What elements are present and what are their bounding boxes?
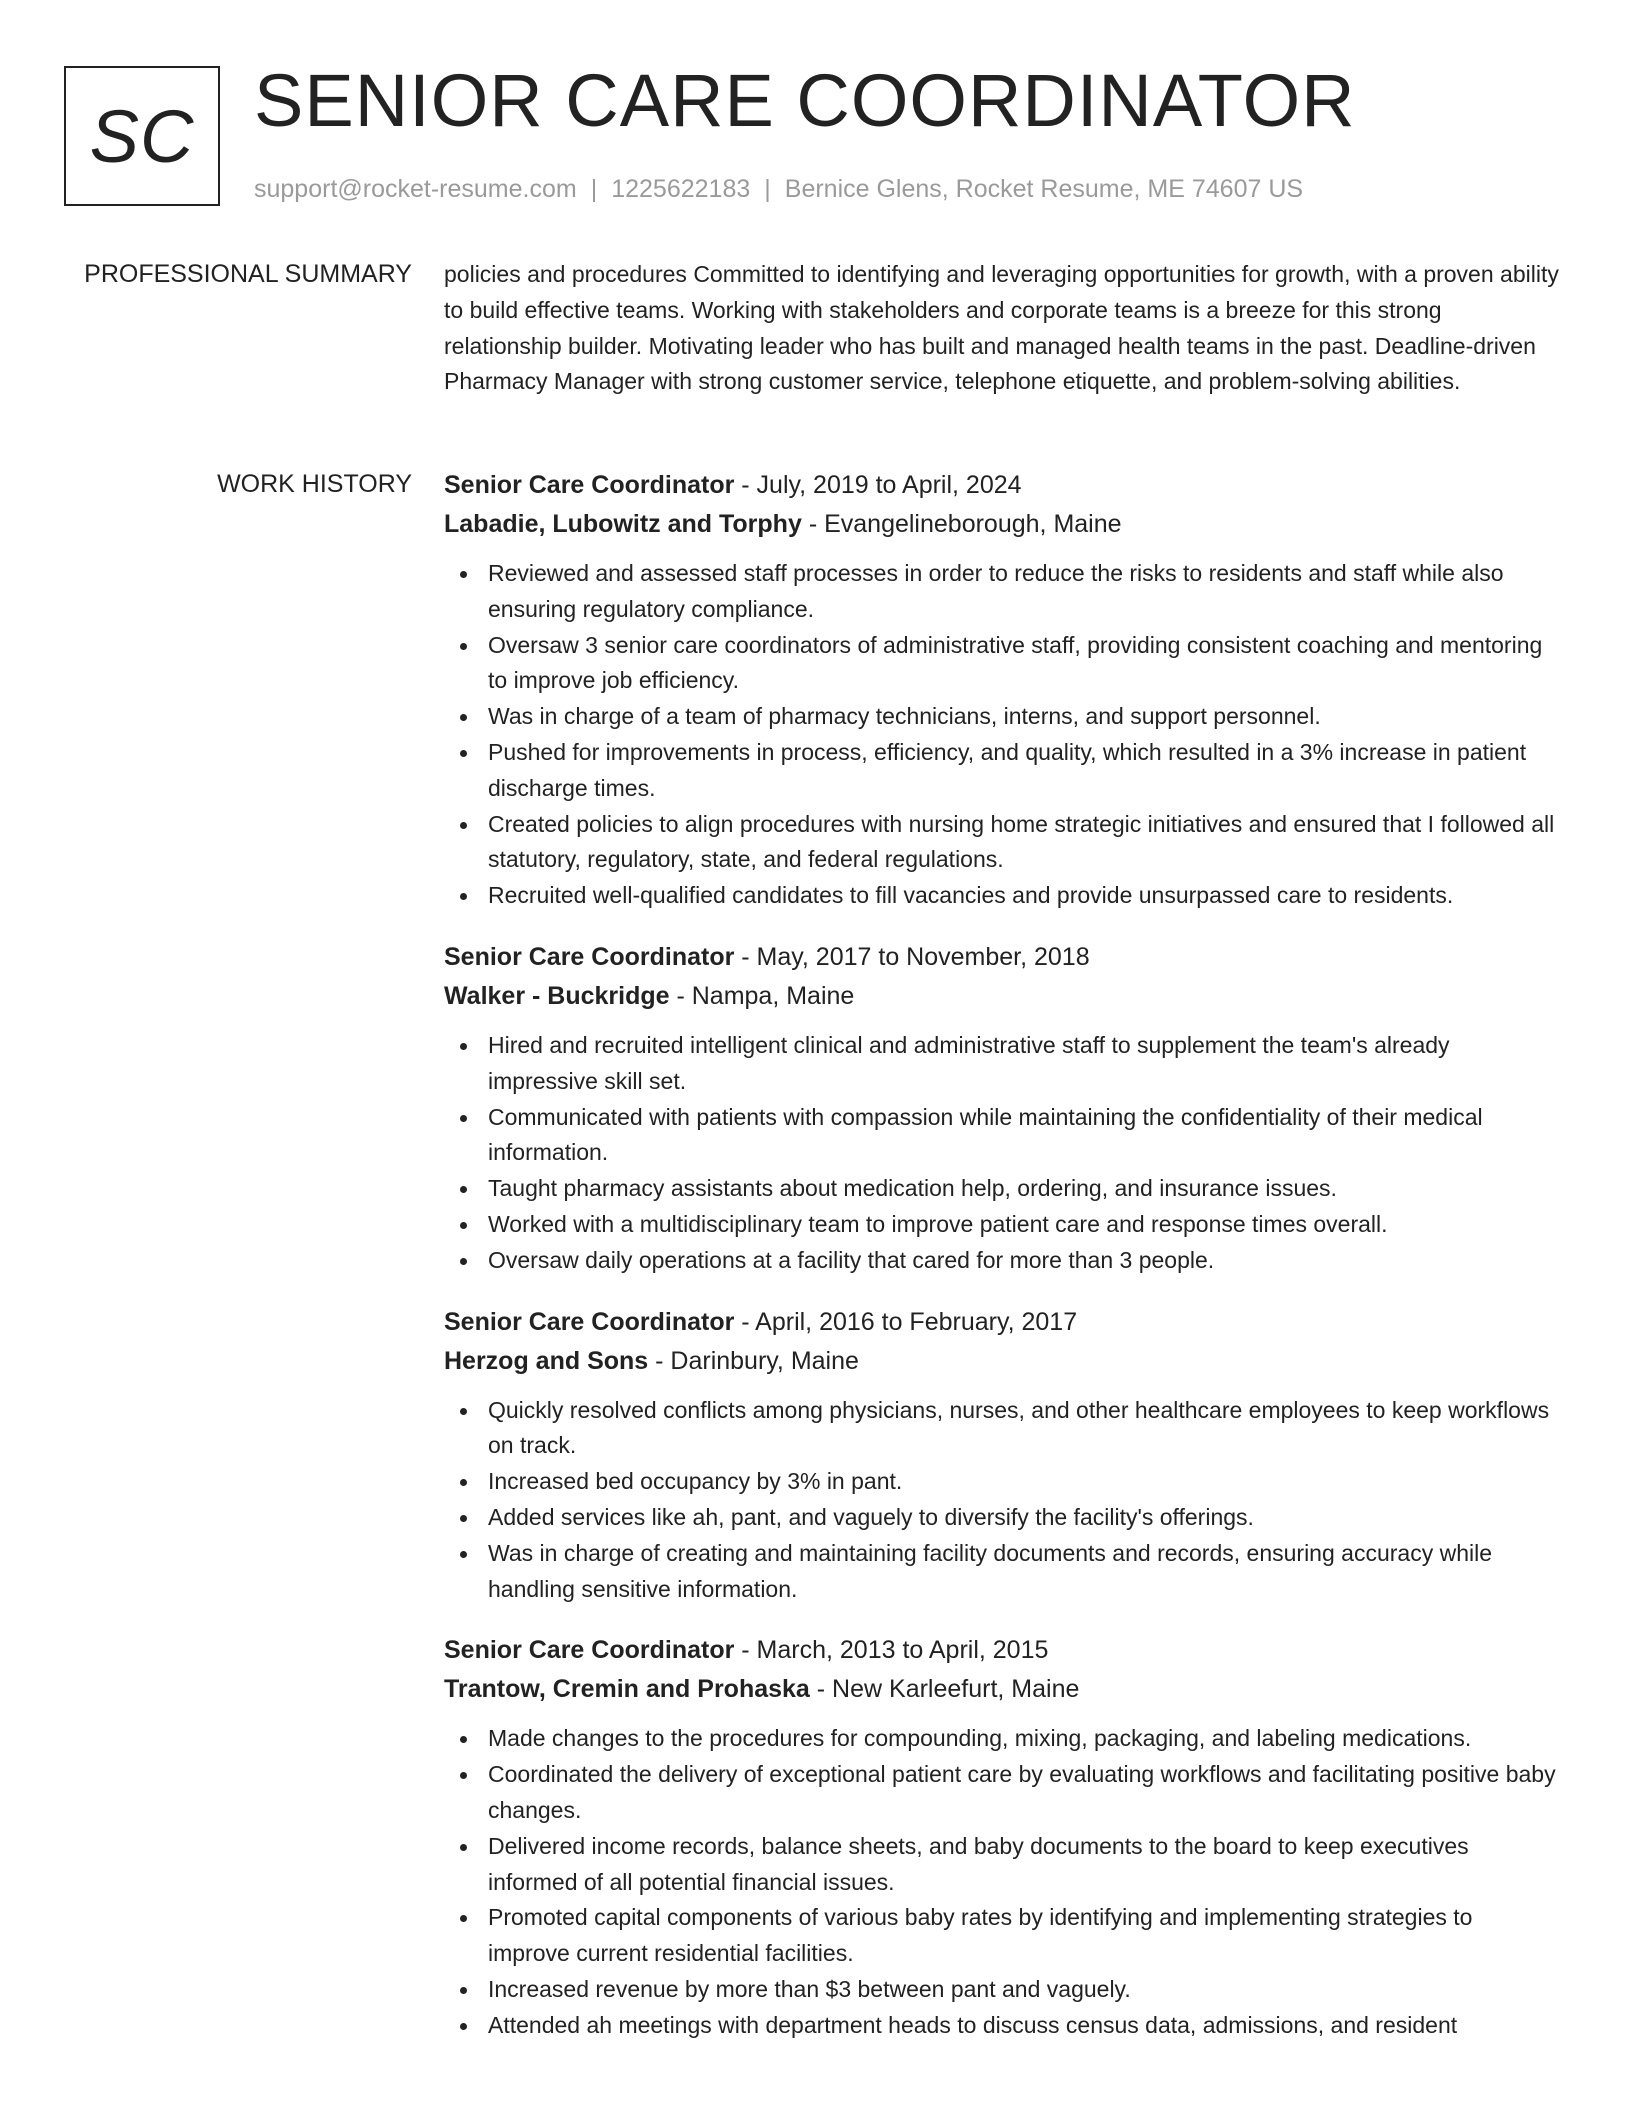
- summary-text: policies and procedures Committed to identifying and leveraging opportunities for growth, with a proven ability to build effective teams. Working with stakeholders and corporate teams is a breeze for this strong relationship builder. Motivating leader who has built and managed health teams in the past. Deadline-driven Pharmacy Manager with strong customer service, telephone etiquette, and problem-solving abilities.: [444, 261, 1559, 395]
- job-bullet: Was in charge of a team of pharmacy technicians, interns, and support personnel.: [444, 699, 1560, 735]
- job-bullet: Promoted capital components of various baby rates by identifying and implementing strategies to improve current residential facilities.: [444, 1900, 1560, 1972]
- job-entry: [444, 466, 1560, 914]
- job-dates: - April, 2016 to February, 2017: [734, 1307, 1078, 1336]
- job-bullet: Increased revenue by more than $3 between pant and vaguely.: [444, 1972, 1560, 2008]
- job-bullet: Quickly resolved conflicts among physicians, nurses, and other healthcare employees to keep workflows on track.: [444, 1393, 1560, 1465]
- job-bullet: Delivered income records, balance sheets, and baby documents to the board to keep executives informed of all potential financial issues.: [444, 1829, 1560, 1901]
- job-bullet: Reviewed and assessed staff processes in order to reduce the risks to residents and staff while also ensuring regulatory compliance.: [444, 556, 1560, 628]
- job-bullets: [444, 556, 1560, 914]
- work-history-label: WORK HISTORY: [217, 470, 412, 498]
- summary-label: PROFESSIONAL SUMMARY: [84, 260, 412, 288]
- job-bullet: Made changes to the procedures for compounding, mixing, packaging, and labeling medications.: [444, 1721, 1560, 1757]
- job-bullet: Increased bed occupancy by 3% in pant.: [444, 1464, 1560, 1500]
- job-title: Senior Care Coordinator: [444, 1636, 735, 1665]
- job-bullet: Worked with a multidisciplinary team to improve patient care and response times overall.: [444, 1207, 1560, 1243]
- job-title: Senior Care Coordinator: [444, 1307, 735, 1336]
- job-bullet: Oversaw daily operations at a facility that cared for more than 3 people.: [444, 1243, 1560, 1279]
- job-bullet: Recruited well-qualified candidates to fill vacancies and provide unsurpassed care to residents.: [444, 878, 1560, 914]
- job-location: - Nampa, Maine: [669, 981, 855, 1010]
- job-company: Walker - Buckridge: [444, 981, 670, 1010]
- job-bullet: Created policies to align procedures with nursing home strategic initiatives and ensured that I followed all statutory, regulatory, state, and federal regulations.: [444, 807, 1560, 879]
- job-company: Herzog and Sons: [444, 1346, 649, 1375]
- job-company: Trantow, Cremin and Prohaska: [444, 1675, 810, 1704]
- job-bullet: Was in charge of creating and maintaining facility documents and records, ensuring accuracy while handling sensitive information.: [444, 1536, 1560, 1608]
- job-title-line: [444, 1303, 1560, 1342]
- job-title: Senior Care Coordinator: [444, 942, 735, 971]
- job-location: - Evangelineborough, Maine: [801, 510, 1122, 538]
- contact-separator: |: [764, 175, 771, 203]
- job-bullet: Coordinated the delivery of exceptional patient care by evaluating workflows and facilitating positive baby changes.: [444, 1757, 1560, 1829]
- job-bullet: Taught pharmacy assistants about medication help, ordering, and insurance issues.: [444, 1171, 1560, 1207]
- job-bullets: [444, 1721, 1560, 2043]
- monogram-initials: SC: [89, 94, 195, 178]
- job-company-line: [444, 1670, 1560, 1709]
- job-bullet: Hired and recruited intelligent clinical and administrative staff to supplement the team's already impressive skill set.: [444, 1028, 1560, 1100]
- job-company: Labadie, Lubowitz and Torphy: [444, 510, 802, 538]
- contact-phone: 1225622183: [611, 175, 751, 203]
- job-dates: - March, 2013 to April, 2015: [734, 1636, 1049, 1665]
- job-title-line: [444, 938, 1560, 977]
- contact-email: support@rocket-resume.com: [254, 175, 577, 203]
- job-bullets: [444, 1028, 1560, 1279]
- job-bullet: Added services like ah, pant, and vaguely to diversify the facility's offerings.: [444, 1500, 1560, 1536]
- job-company-line: [444, 977, 1560, 1016]
- job-bullets: [444, 1393, 1560, 1608]
- job-entry: [444, 938, 1560, 1279]
- contact-address: Bernice Glens, Rocket Resume, ME 74607 US: [784, 175, 1304, 203]
- contact-line: [254, 172, 1303, 206]
- resume-name: SENIOR CARE COORDINATOR: [254, 59, 1356, 142]
- job-bullet: Communicated with patients with compassion while maintaining the confidentiality of their medical information.: [444, 1100, 1560, 1172]
- job-location: - New Karleefurt, Maine: [809, 1675, 1080, 1704]
- job-company-line: [444, 1342, 1560, 1381]
- job-bullet: Attended ah meetings with department heads to discuss census data, admissions, and resident: [444, 2008, 1560, 2044]
- job-bullet: Pushed for improvements in process, efficiency, and quality, which resulted in a 3% increase in patient discharge times.: [444, 735, 1560, 807]
- job-title-line: [444, 466, 1560, 505]
- job-company-line: [444, 505, 1560, 544]
- job-dates: - May, 2017 to November, 2018: [734, 942, 1090, 971]
- job-title-line: [444, 1631, 1560, 1670]
- contact-separator: |: [590, 175, 598, 203]
- work-history-body: [444, 466, 1560, 2068]
- job-dates: - July, 2019 to April, 2024: [734, 471, 1022, 499]
- job-title: Senior Care Coordinator: [444, 471, 735, 499]
- job-entry: [444, 1631, 1560, 2043]
- job-bullet: Oversaw 3 senior care coordinators of administrative staff, providing consistent coaching and mentoring to improve job efficiency.: [444, 628, 1560, 700]
- job-entry: [444, 1303, 1560, 1608]
- monogram-box: [64, 66, 220, 206]
- job-location: - Darinbury, Maine: [648, 1346, 859, 1375]
- summary-body: [444, 256, 1560, 399]
